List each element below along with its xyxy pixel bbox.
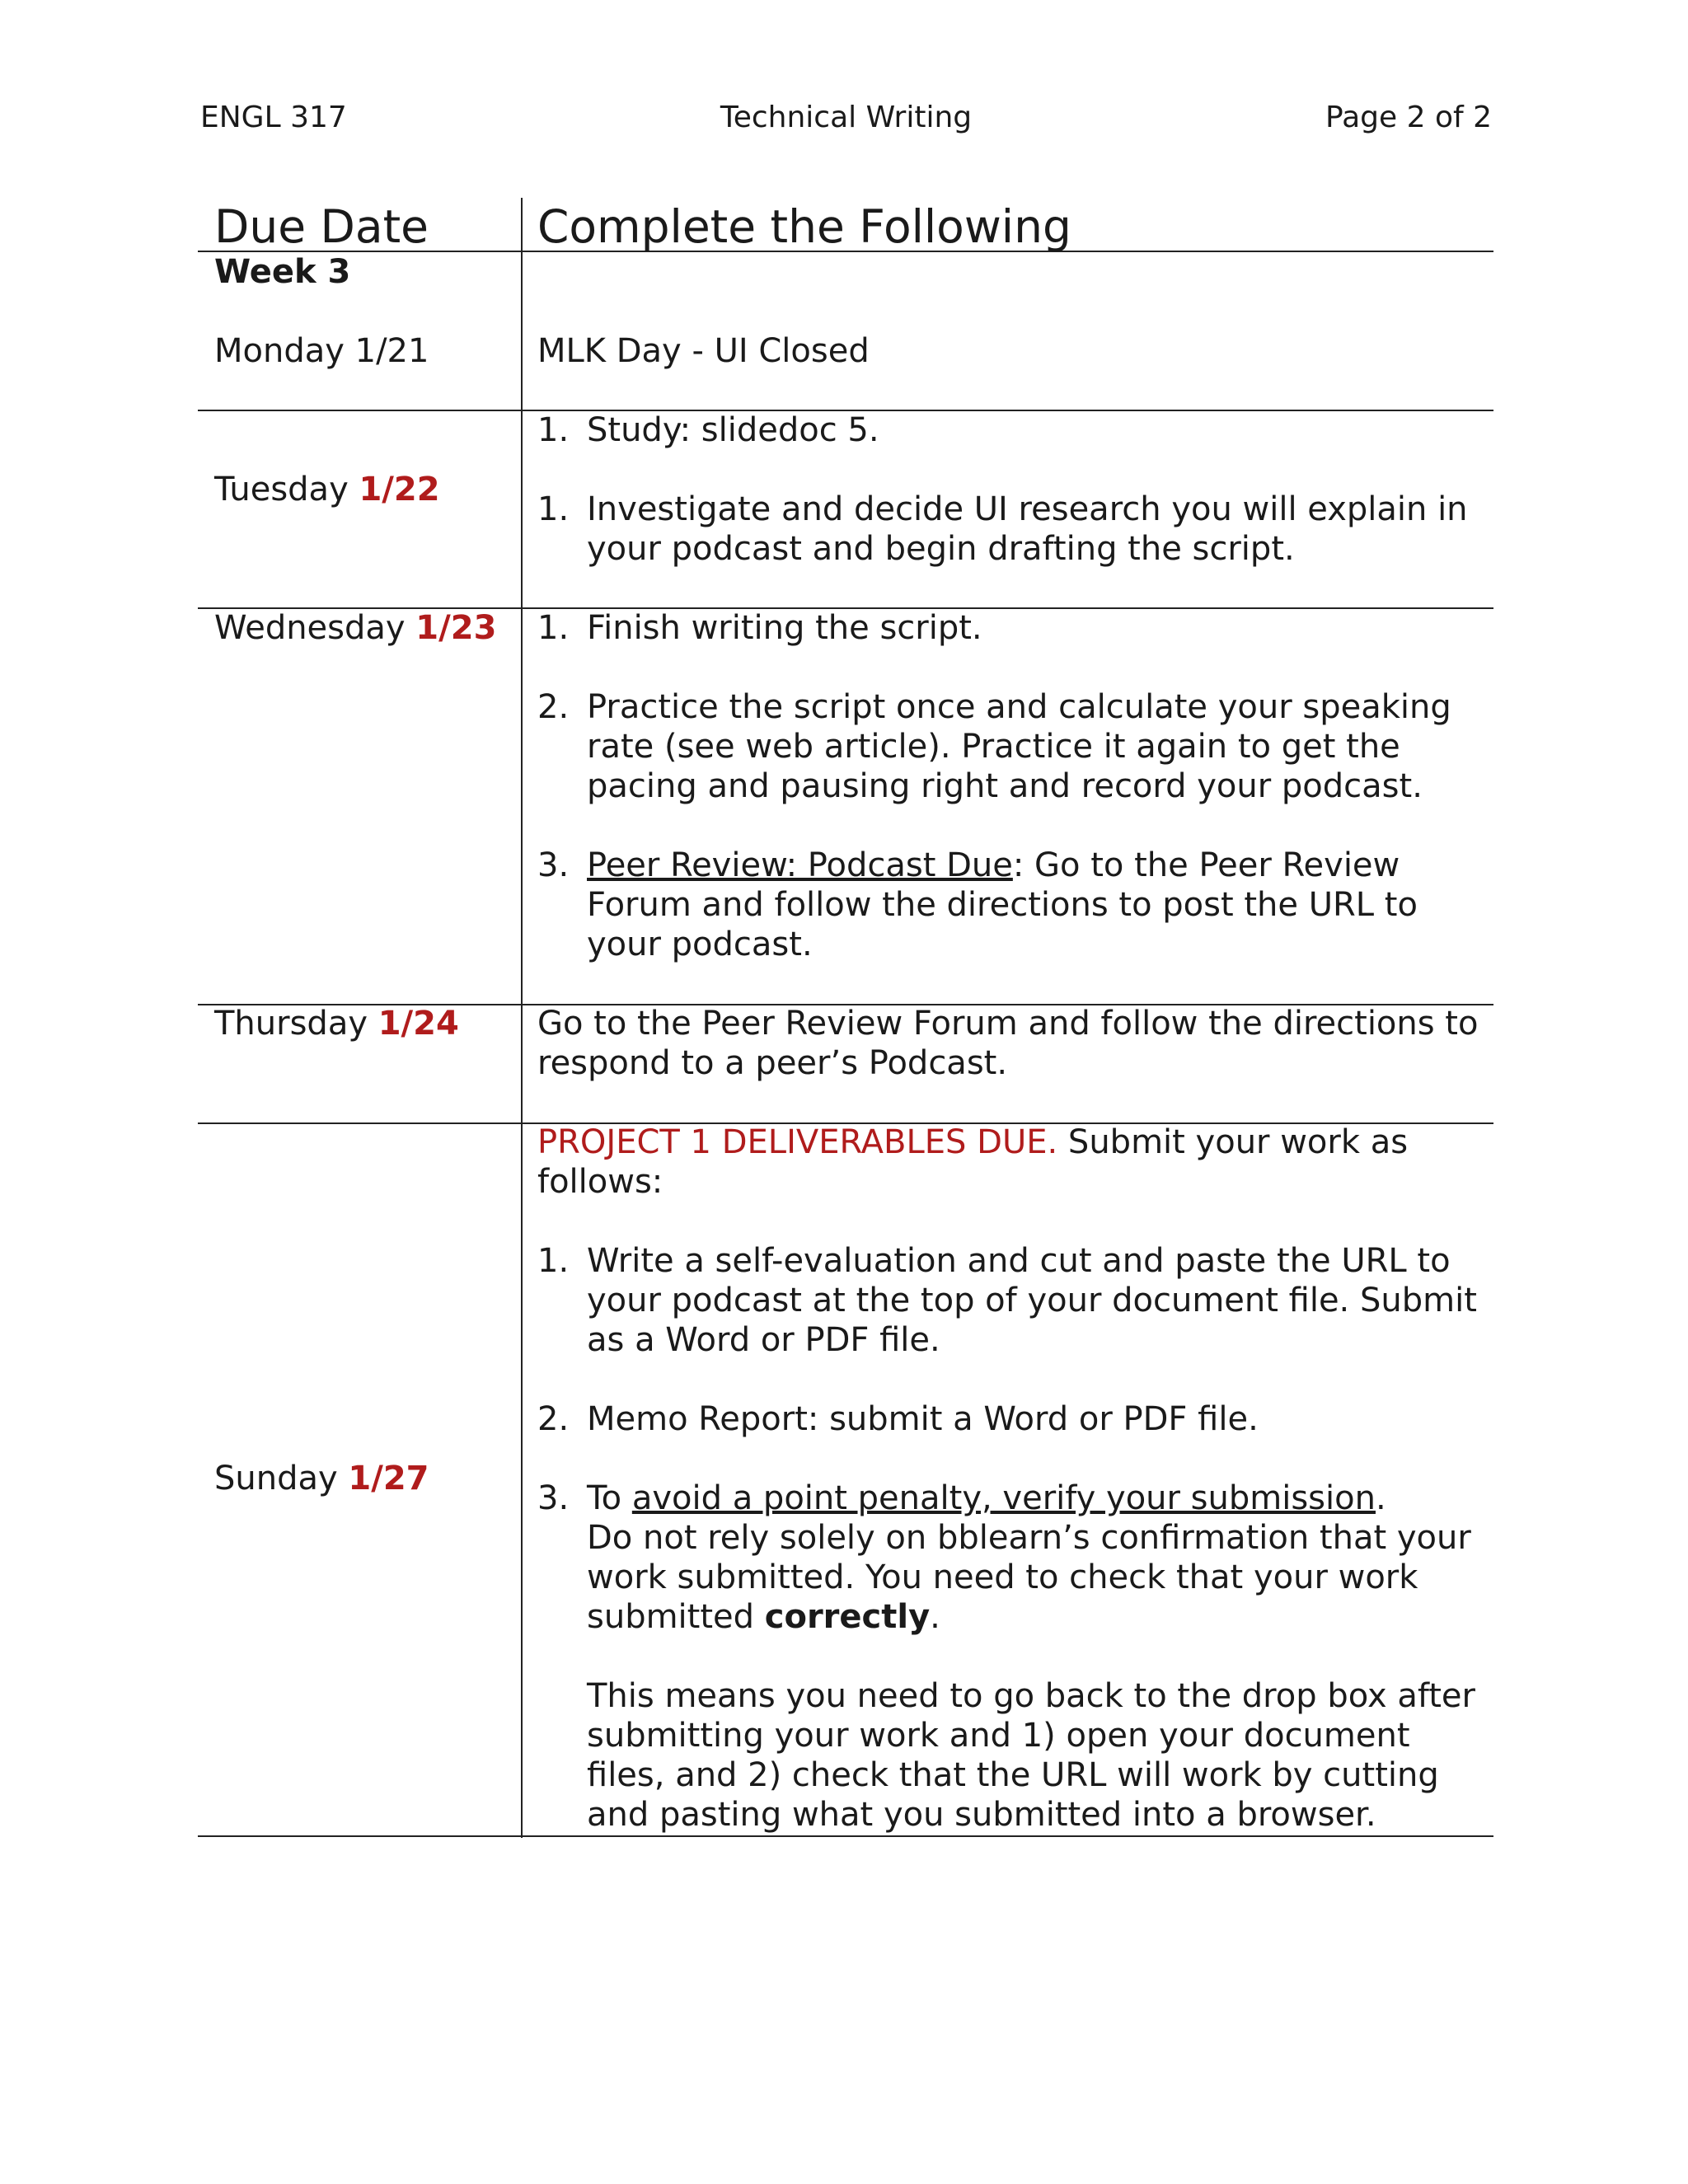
row-content-monday: MLK Day - UI Closed (537, 332, 870, 370)
row-divider (198, 1835, 1493, 1837)
verify-submission-note: avoid a point penalty, verify your submission (631, 1479, 1376, 1517)
list-item: 3. Peer Review: Podcast Due: Go to the Peer Review Forum and follow the directions to post the URL to your podcast. (537, 846, 1418, 963)
list-item: 1. Investigate and decide UI research you will explain in your podcast and begin drafting the script. (537, 490, 1468, 568)
page-number: Page 2 of 2 (1325, 101, 1492, 134)
list-item: 1. Write a self-evaluation and cut and paste the URL to your podcast at the top of your document file. Submit as a Word or PDF file. (537, 1242, 1477, 1359)
week-label: Week 3 (214, 253, 351, 291)
emphasis-correctly: correctly (764, 1598, 931, 1636)
complete-header: Complete the Following (537, 200, 1071, 253)
schedule-table (198, 198, 1493, 1846)
due-date-number: 1/24 (377, 1005, 459, 1043)
row-content-sunday (537, 1122, 1485, 1835)
column-divider (521, 198, 523, 1838)
row-date-thursday: Thursday 1/24 (214, 1005, 459, 1043)
list-item: 2. Memo Report: submit a Word or PDF file. (537, 1400, 1259, 1438)
deliverables-due: PROJECT 1 DELIVERABLES DUE. (537, 1123, 1058, 1161)
row-date-sunday: Sunday 1/27 (214, 1460, 429, 1497)
row-date-monday: Monday 1/21 (214, 332, 429, 370)
row-content-thursday: Go to the Peer Review Forum and follow the directions to respond to a peer’s Podcast. (537, 1005, 1479, 1082)
row-content-wednesday (537, 608, 1485, 964)
verification-instructions: This means you need to go back to the drop box after submitting your work and 1) open your document files, and 2) check that the URL will work by cutting and pasting what you submitted into a browser. (587, 1677, 1475, 1834)
list-item: 1. Finish writing the script. (537, 609, 982, 647)
list-item: 2. Practice the script once and calculate your speaking rate (see web article). Practice it again to get the pacing and pausing right and record your podcast. (537, 688, 1451, 805)
due-date-number: 1/27 (348, 1460, 429, 1497)
due-date-number: 1/23 (415, 609, 497, 647)
peer-review-podcast-due: Peer Review: Podcast Due (587, 846, 1013, 884)
course-code: ENGL 317 (200, 101, 347, 134)
row-content-tuesday (537, 410, 1485, 569)
row-date-wednesday: Wednesday 1/23 (214, 609, 497, 647)
deliverables-intro: PROJECT 1 DELIVERABLES DUE. Submit your work as follows: (537, 1123, 1409, 1201)
document-title: Technical Writing (720, 101, 973, 134)
page-header (200, 97, 1492, 138)
row-date-tuesday: Tuesday 1/22 (214, 471, 440, 509)
list-item: 1. Study: slidedoc 5. (537, 411, 879, 449)
due-date-header: Due Date (214, 200, 429, 253)
list-item: 3. To avoid a point penalty, verify your submission. Do not rely solely on bblearn’s confirmation that your work submitted. You need to check that your work submitted correctly. This means you need to go back to the drop box after submitting your work and 1) open your document files, and 2) check that the URL will work by cutting and pasting what you submitted into a browser. (537, 1479, 1485, 1835)
due-date-number: 1/22 (359, 471, 440, 509)
